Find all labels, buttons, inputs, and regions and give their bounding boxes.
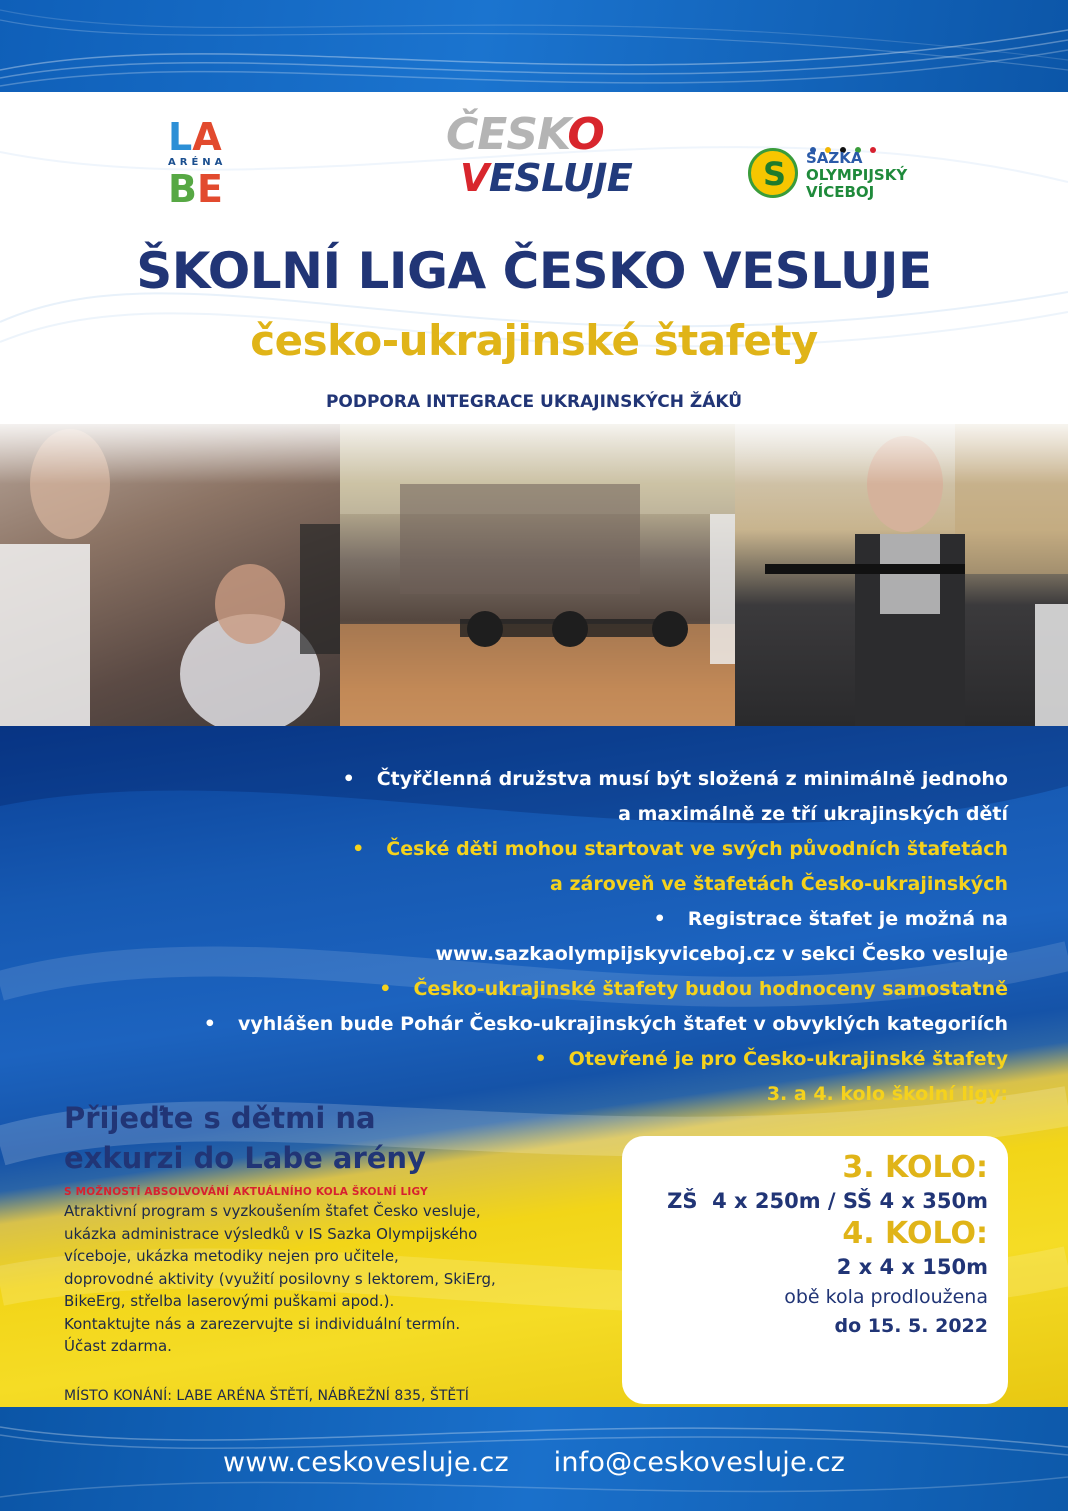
footer-band xyxy=(0,1407,1068,1511)
rounds-card xyxy=(622,1136,1008,1404)
list-item: a maximálně ze tří ukrajinských dětí xyxy=(618,803,1008,825)
round3-title: 3. KOLO: xyxy=(842,1150,988,1185)
sazka-emblem-icon xyxy=(748,148,798,198)
excursion-heading: Přijeďte s dětmi na exkurzi do Labe arény xyxy=(64,1101,426,1175)
info-bullets xyxy=(108,762,1008,1112)
page-title: ŠKOLNÍ LIGA ČESKO VESLUJE xyxy=(136,242,932,300)
top-wave-lines xyxy=(0,0,1068,92)
tagline: PODPORA INTEGRACE UKRAJINSKÝCH ŽÁKŮ xyxy=(325,392,743,412)
list-item: • Čtyřčlenná družstva musí být složená z minimálně jednoho xyxy=(342,768,1008,790)
deadline-date: do 15. 5. 2022 xyxy=(834,1315,988,1337)
venue-address: MÍSTO KONÁNÍ: LABE ARÉNA ŠTĚTÍ, NÁBŘEŽNÍ 835, ŠTĚTÍ xyxy=(64,1387,469,1404)
list-item: a zároveň ve štafetách Česko-ukrajinských xyxy=(550,873,1008,895)
photo-strip xyxy=(0,424,1068,726)
extension-note: obě kola prodloužena xyxy=(784,1286,988,1308)
list-item: • Česko-ukrajinské štafety budou hodnoceny samostatně xyxy=(379,978,1008,1000)
email-link[interactable]: info@ceskovesluje.cz xyxy=(553,1447,845,1478)
sazka-olympijsky-viceboj-logo: S SAZKA OLYMPIJSKÝ VÍCEBOJ xyxy=(748,138,968,208)
round4-distance: 2 x 4 x 150m xyxy=(836,1255,988,1279)
cesko-vesluje-logo: ČESKO VESLUJE xyxy=(446,109,633,200)
footer-links xyxy=(0,1447,1068,1478)
round4-title: 4. KOLO: xyxy=(842,1216,988,1251)
excursion-section xyxy=(64,1098,584,1404)
list-item: 3. a 4. kolo školní ligy: xyxy=(766,1083,1008,1105)
list-item: • Registrace štafet je možná na xyxy=(653,908,1008,930)
excursion-body: Atraktivní program s vyzkoušením štafet Česko vesluje, ukázka administrace výsledků v IS Sazka Olympijského víceboje, ukázka metodiky nejen pro učitele, doprovodné aktivity (využití posilovny s lektorem, SkiErg, BikeErg, střelba laserovými puškami apod.). Kontaktujte nás a zarezervujte si individuální termín. Účast zdarma. xyxy=(64,1202,496,1355)
list-item: • vyhlášen bude Pohár Česko-ukrajinských štafet v obvyklých kategoriích xyxy=(203,1013,1008,1035)
labe-arena-logo: LA ARÉNA BE xyxy=(168,115,227,211)
list-item: • Otevřené je pro Česko-ukrajinské štafety xyxy=(534,1048,1008,1070)
top-decorative-band xyxy=(0,0,1068,92)
registration-link[interactable]: www.sazkaolympijskyviceboj.cz v sekci Česko vesluje xyxy=(435,943,1008,965)
round3-distance: ZŠ 4 x 250m / SŠ 4 x 350m xyxy=(667,1189,988,1213)
website-link[interactable]: www.ceskovesluje.cz xyxy=(223,1447,509,1478)
page-subtitle: česko-ukrajinské štafety xyxy=(250,316,818,365)
list-item: • České děti mohou startovat ve svých původních štafetách xyxy=(352,838,1008,860)
excursion-red-note: S MOŽNOSTÍ ABSOLVOVÁNÍ AKTUÁLNÍHO KOLA ŠKOLNÍ LIGY xyxy=(64,1186,428,1198)
